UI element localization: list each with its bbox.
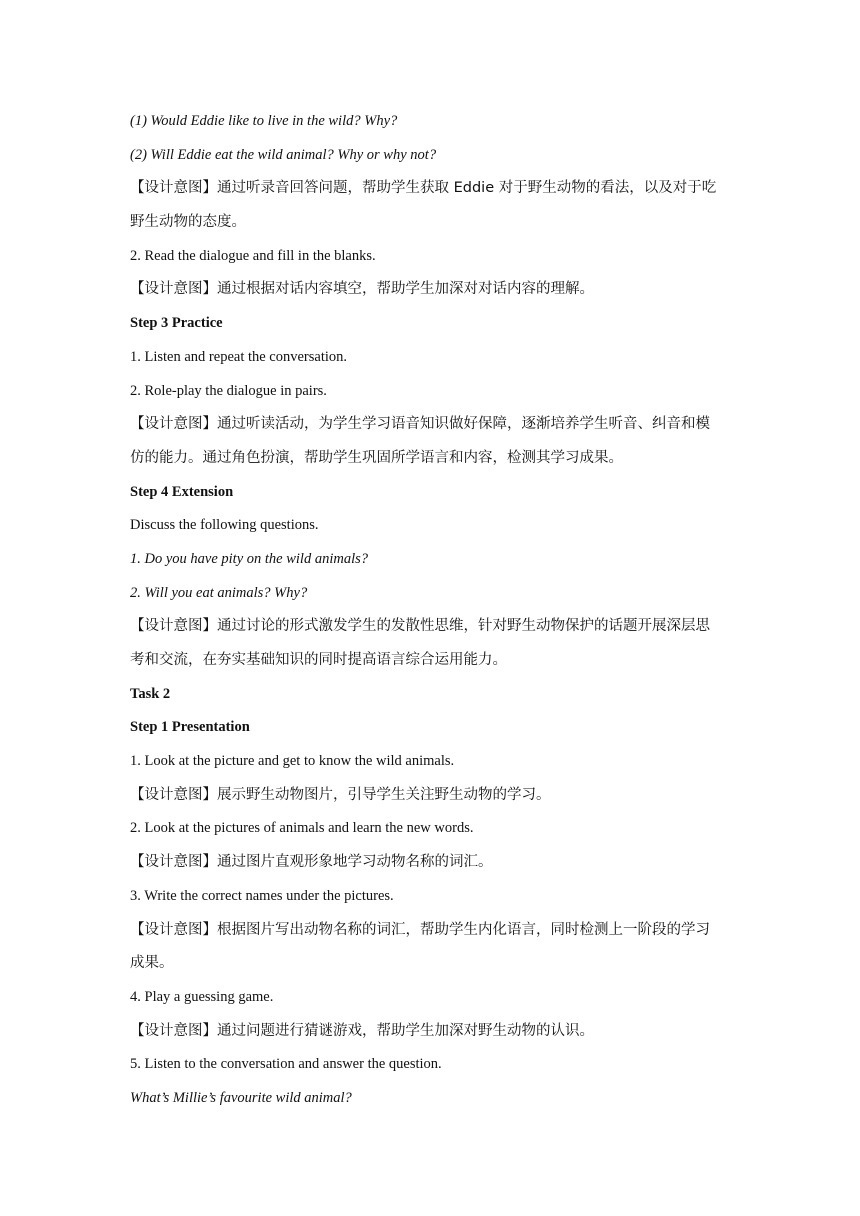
document-page <box>130 108 735 1119</box>
presentation-item-1: 1. Look at the picture and get to know the wild animals. <box>130 753 455 770</box>
task-2-heading: Task 2 <box>130 685 171 702</box>
design-intent-3-line-1: 【设计意图】通过听读活动，为学生学习语音知识做好保障，逐渐培养学生听音、纠音和模 <box>130 416 710 433</box>
millie-question: What’s Millie’s favourite wild animal? <box>130 1089 352 1106</box>
discussion-question-1: 1. Do you have pity on the wild animals? <box>130 550 369 567</box>
presentation-item-2: 2. Look at the pictures of animals and learn the new words. <box>130 820 474 837</box>
discuss-instruction: Discuss the following questions. <box>130 517 319 534</box>
question-2: (2) Will Eddie eat the wild animal? Why or why not? <box>130 146 437 163</box>
presentation-item-4: 4. Play a guessing game. <box>130 988 274 1005</box>
presentation-item-5: 5. Listen to the conversation and answer the question. <box>130 1056 442 1073</box>
design-intent-5: 【设计意图】展示野生动物图片，引导学生关注野生动物的学习。 <box>130 786 551 803</box>
presentation-item-3: 3. Write the correct names under the pictures. <box>130 887 394 904</box>
design-intent-6: 【设计意图】通过图片直观形象地学习动物名称的词汇。 <box>130 854 493 871</box>
practice-item-1: 1. Listen and repeat the conversation. <box>130 348 348 365</box>
activity-read-dialogue: 2. Read the dialogue and fill in the blanks. <box>130 247 376 264</box>
design-intent-4-line-2: 考和交流，在夯实基础知识的同时提高语言综合运用能力。 <box>130 652 507 668</box>
step-4-heading: Step 4 Extension <box>130 483 234 500</box>
design-intent-1-line-1: 【设计意图】通过听录音回答问题，帮助学生获取 Eddie 对于野生动物的看法，以及对于吃 <box>130 180 717 197</box>
design-intent-7-line-2: 成果。 <box>130 955 174 972</box>
step-3-heading: Step 3 Practice <box>130 315 223 332</box>
practice-item-2: 2. Role-play the dialogue in pairs. <box>130 382 327 399</box>
design-intent-3-line-2: 仿的能力。通过角色扮演，帮助学生巩固所学语言和内容，检测其学习成果。 <box>130 449 623 466</box>
discussion-question-2: 2. Will you eat animals? Why? <box>130 584 308 601</box>
design-intent-7-line-1: 【设计意图】根据图片写出动物名称的词汇，帮助学生内化语言，同时检测上一阶段的学习 <box>130 921 710 938</box>
question-1: (1) Would Eddie like to live in the wild? Why? <box>130 113 398 129</box>
design-intent-2: 【设计意图】通过根据对话内容填空，帮助学生加深对对话内容的理解。 <box>130 281 594 298</box>
design-intent-1-line-2: 野生动物的态度。 <box>130 214 246 231</box>
design-intent-4-line-1: 【设计意图】通过讨论的形式激发学生的发散性思维，针对野生动物保护的话题开展深层思 <box>130 618 710 635</box>
step-1-heading: Step 1 Presentation <box>130 719 250 736</box>
design-intent-8: 【设计意图】通过问题进行猜谜游戏，帮助学生加深对野生动物的认识。 <box>130 1022 594 1039</box>
